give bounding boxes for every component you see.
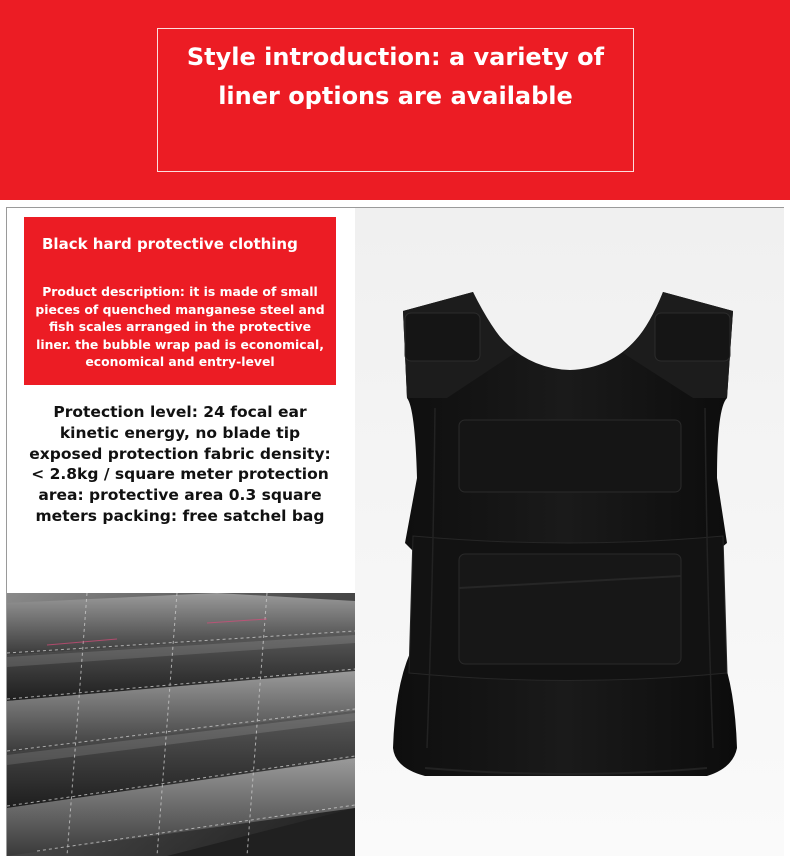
vest-product-image	[355, 208, 784, 856]
fabric-closeup-graphic	[7, 593, 355, 856]
banner-title: Style introduction: a variety of liner options are available	[186, 43, 605, 110]
vest-graphic	[355, 208, 784, 856]
product-specs: Protection level: 24 focal ear kinetic energy, no blade tip exposed protection fabric density: < 2.8kg / square meter protection area: protective area 0.3 square meters packing: free satchel bag	[29, 403, 331, 525]
product-name: Black hard protective clothing	[42, 235, 298, 253]
product-description: Product description: it is made of small pieces of quenched manganese steel and fish scales arranged in the protective liner. the bubble wrap pad is economical, economical and entry-level	[35, 284, 325, 369]
fabric-closeup-image	[7, 593, 355, 856]
